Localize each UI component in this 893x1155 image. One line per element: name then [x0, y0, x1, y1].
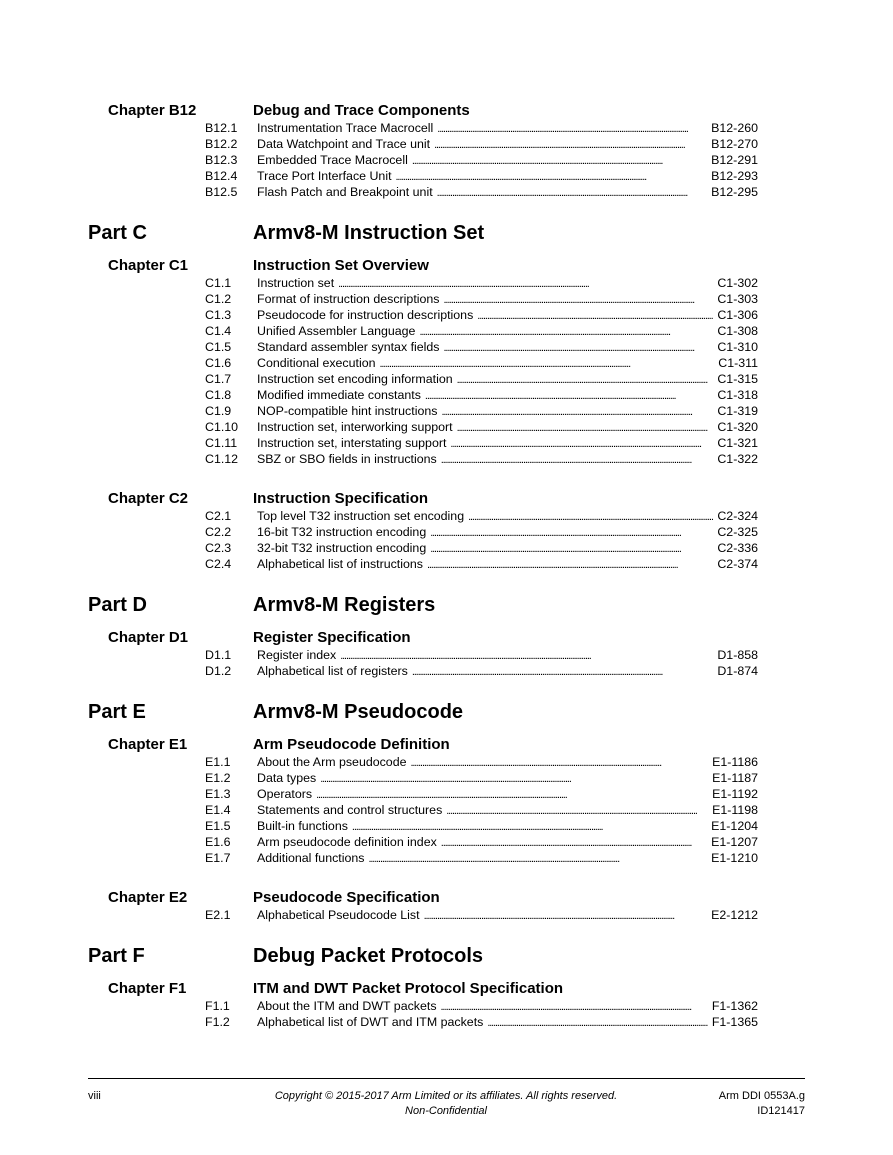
toc-entry[interactable]: [205, 818, 758, 834]
chapter-heading: [108, 979, 788, 999]
entry-number: C1.2: [205, 292, 232, 306]
footer-page-number: viii: [88, 1090, 101, 1102]
entry-title[interactable]: Additional functions: [257, 851, 365, 865]
entry-number: C1.3: [205, 308, 232, 322]
toc-entry[interactable]: [205, 850, 758, 866]
entry-body: [257, 339, 758, 355]
dot-leader: [424, 907, 708, 923]
part-heading: [88, 220, 788, 246]
dot-leader: [338, 275, 713, 291]
entry-title[interactable]: Alphabetical list of registers: [257, 664, 408, 678]
entry-number: F1.2: [205, 1015, 230, 1029]
toc-entry[interactable]: [205, 291, 758, 307]
entry-title[interactable]: Instruction set, interworking support: [257, 420, 453, 434]
footer-copyright: Copyright © 2015-2017 Arm Limited or its affiliates. All rights reserved.: [274, 1090, 618, 1102]
entry-page-ref[interactable]: C1-320: [717, 420, 758, 434]
entry-page-ref[interactable]: D1-858: [717, 648, 758, 662]
toc-entry[interactable]: [205, 663, 758, 679]
entry-page-ref[interactable]: C2-374: [717, 557, 758, 571]
dot-leader: [410, 754, 708, 770]
toc-entry[interactable]: [205, 754, 758, 770]
entry-number: E1.2: [205, 771, 231, 785]
entry-page-ref[interactable]: E1-1207: [711, 835, 758, 849]
entry-title[interactable]: Register index: [257, 648, 337, 662]
toc-entry[interactable]: [205, 540, 758, 556]
entry-title[interactable]: Modified immediate constants: [257, 388, 421, 402]
entry-page-ref[interactable]: B12-260: [711, 121, 758, 135]
entry-body: [257, 307, 758, 323]
part-heading: [88, 592, 788, 618]
footer-doc-number: Arm DDI 0553A.g: [718, 1090, 805, 1102]
toc-entry[interactable]: [205, 802, 758, 818]
dot-leader: [457, 419, 714, 435]
entry-body: [257, 850, 758, 866]
entry-page-ref[interactable]: C2-336: [717, 541, 758, 555]
entry-number: B12.4: [205, 169, 238, 183]
entry-body: [257, 371, 758, 387]
entry-title[interactable]: Instrumentation Trace Macrocell: [257, 121, 434, 135]
part-label: Part C: [88, 222, 147, 244]
entry-body: [257, 524, 758, 540]
entry-number: C1.6: [205, 356, 232, 370]
entry-title[interactable]: Arm pseudocode definition index: [257, 835, 437, 849]
toc-entry[interactable]: [205, 339, 758, 355]
chapter-title[interactable]: Pseudocode Specification: [253, 889, 440, 906]
entry-title[interactable]: Data Watchpoint and Trace unit: [257, 137, 431, 151]
toc-entry[interactable]: [205, 451, 758, 467]
entry-page-ref[interactable]: B12-291: [711, 153, 758, 167]
dot-leader: [441, 834, 707, 850]
chapter-title[interactable]: Register Specification: [253, 629, 411, 646]
entry-body: [257, 403, 758, 419]
toc-entry[interactable]: [205, 556, 758, 572]
chapter-label: Chapter B12: [108, 102, 197, 119]
toc-entry[interactable]: [205, 355, 758, 371]
entry-title[interactable]: Alphabetical list of DWT and ITM packets: [257, 1015, 484, 1029]
toc-entry[interactable]: [205, 168, 758, 184]
part-heading: [88, 943, 788, 969]
entry-body: [257, 355, 758, 371]
chapter-heading: [108, 735, 788, 755]
entry-number: E1.1: [205, 755, 231, 769]
toc-entry[interactable]: [205, 120, 758, 136]
chapter-title[interactable]: Instruction Set Overview: [253, 257, 429, 274]
entry-body: [257, 323, 758, 339]
entry-page-ref[interactable]: E1-1192: [712, 787, 758, 801]
entry-title[interactable]: Instruction set: [257, 276, 335, 290]
dot-leader: [468, 508, 713, 524]
entry-number: E1.6: [205, 835, 231, 849]
entry-page-ref[interactable]: C1-302: [717, 276, 758, 290]
entry-page-ref[interactable]: F1-1365: [711, 1015, 758, 1029]
part-title[interactable]: Armv8-M Instruction Set: [253, 222, 485, 244]
dot-leader: [340, 647, 713, 663]
entry-title[interactable]: About the ITM and DWT packets: [257, 999, 437, 1013]
entry-number: C1.8: [205, 388, 232, 402]
entry-number: C1.10: [205, 420, 239, 434]
chapter-title[interactable]: ITM and DWT Packet Protocol Specification: [253, 980, 564, 997]
entry-number: F1.1: [205, 999, 230, 1013]
entry-title[interactable]: Flash Patch and Breakpoint unit: [257, 185, 433, 199]
entry-page-ref[interactable]: C1-310: [717, 340, 758, 354]
toc-entry[interactable]: [205, 907, 758, 923]
dot-leader: [412, 663, 714, 679]
dot-leader: [430, 540, 713, 556]
dot-leader: [441, 403, 713, 419]
entry-number: C1.4: [205, 324, 232, 338]
entry-title[interactable]: Unified Assembler Language: [257, 324, 416, 338]
toc-entry[interactable]: [205, 403, 758, 419]
dot-leader: [434, 136, 707, 152]
entry-number: C1.12: [205, 452, 239, 466]
entry-number: B12.2: [205, 137, 238, 151]
dot-leader: [446, 802, 708, 818]
entry-title[interactable]: About the Arm pseudocode: [257, 755, 407, 769]
entry-title[interactable]: Instruction set encoding information: [257, 372, 453, 386]
dot-leader: [412, 152, 707, 168]
entry-page-ref[interactable]: C1-311: [718, 356, 758, 370]
entry-page-ref[interactable]: C1-315: [717, 372, 758, 386]
entry-title[interactable]: Standard assembler syntax fields: [257, 340, 440, 354]
dot-leader: [320, 770, 708, 786]
toc-entry[interactable]: [205, 786, 758, 802]
dot-leader: [427, 556, 713, 572]
entry-number: C1.9: [205, 404, 232, 418]
entry-number: C2.2: [205, 525, 232, 539]
part-title[interactable]: Armv8-M Pseudocode: [253, 701, 464, 723]
footer-divider: [88, 1078, 805, 1079]
entry-title[interactable]: Format of instruction descriptions: [257, 292, 440, 306]
entry-body: [257, 802, 758, 818]
chapter-title[interactable]: Debug and Trace Components: [253, 102, 470, 119]
entry-body: [257, 120, 758, 136]
entry-page-ref[interactable]: B12-295: [711, 185, 758, 199]
entry-title[interactable]: NOP-compatible hint instructions: [257, 404, 438, 418]
dot-leader: [441, 451, 714, 467]
chapter-label: Chapter E2: [108, 889, 188, 906]
toc-entry[interactable]: [205, 307, 758, 323]
entry-body: [257, 834, 758, 850]
dot-leader: [430, 524, 713, 540]
entry-number: E1.4: [205, 803, 231, 817]
entry-body: [257, 540, 758, 556]
entry-body: [257, 998, 758, 1014]
dot-leader: [437, 120, 707, 136]
entry-body: [257, 152, 758, 168]
entry-title[interactable]: Embedded Trace Macrocell: [257, 153, 408, 167]
entry-page-ref[interactable]: C1-321: [717, 436, 758, 450]
entry-title[interactable]: 32-bit T32 instruction encoding: [257, 541, 427, 555]
entry-body: [257, 275, 758, 291]
entry-page-ref[interactable]: E1-1198: [712, 803, 758, 817]
entry-title[interactable]: Trace Port Interface Unit: [257, 169, 392, 183]
toc-entry[interactable]: [205, 152, 758, 168]
dot-leader: [419, 323, 713, 339]
entry-title[interactable]: Alphabetical Pseudocode List: [257, 908, 420, 922]
entry-body: [257, 136, 758, 152]
entry-title[interactable]: Built-in functions: [257, 819, 348, 833]
entry-page-ref[interactable]: E2-1212: [711, 908, 758, 922]
toc-entry[interactable]: [205, 435, 758, 451]
chapter-label: Chapter E1: [108, 736, 188, 753]
toc-entry[interactable]: [205, 508, 758, 524]
entry-body: [257, 556, 758, 572]
chapter-label: Chapter C1: [108, 257, 189, 274]
chapter-heading: [108, 101, 788, 121]
chapter-title[interactable]: Instruction Specification: [253, 490, 429, 507]
entry-number: D1.2: [205, 664, 232, 678]
footer-doc-id: ID121417: [757, 1105, 805, 1117]
entry-number: C1.1: [205, 276, 232, 290]
entry-body: [257, 647, 758, 663]
entry-number: C2.3: [205, 541, 232, 555]
entry-number: C1.5: [205, 340, 232, 354]
part-title[interactable]: Debug Packet Protocols: [253, 945, 484, 967]
entry-title[interactable]: SBZ or SBO fields in instructions: [257, 452, 437, 466]
toc-entry[interactable]: [205, 387, 758, 403]
entry-number: E1.3: [205, 787, 231, 801]
dot-leader: [444, 339, 714, 355]
toc-entry[interactable]: [205, 834, 758, 850]
dot-leader: [477, 307, 713, 323]
entry-title[interactable]: Operators: [257, 787, 313, 801]
entry-page-ref[interactable]: C1-319: [717, 404, 758, 418]
part-heading: [88, 699, 788, 725]
toc-entry[interactable]: [205, 1014, 758, 1030]
entry-body: [257, 508, 758, 524]
footer-confidentiality: Non-Confidential: [405, 1105, 487, 1117]
entry-body: [257, 419, 758, 435]
entry-page-ref[interactable]: E1-1187: [712, 771, 758, 785]
entry-page-ref[interactable]: E1-1210: [711, 851, 758, 865]
entry-body: [257, 818, 758, 834]
entry-body: [257, 1014, 758, 1030]
chapter-title[interactable]: Arm Pseudocode Definition: [253, 736, 450, 753]
entry-number: C2.4: [205, 557, 232, 571]
toc-entry[interactable]: [205, 275, 758, 291]
chapter-heading: [108, 628, 788, 648]
entry-page-ref[interactable]: E1-1186: [712, 755, 758, 769]
dot-leader: [457, 371, 714, 387]
entry-title[interactable]: Conditional execution: [257, 356, 376, 370]
toc-entry[interactable]: [205, 647, 758, 663]
entry-page-ref[interactable]: C1-322: [717, 452, 758, 466]
entry-body: [257, 168, 758, 184]
toc-entry[interactable]: [205, 371, 758, 387]
entry-page-ref[interactable]: C1-303: [717, 292, 758, 306]
dot-leader: [379, 355, 714, 371]
dot-leader: [425, 387, 713, 403]
entry-number: E1.5: [205, 819, 231, 833]
entry-number: C2.1: [205, 509, 232, 523]
entry-number: E2.1: [205, 908, 231, 922]
toc-entry[interactable]: [205, 184, 758, 200]
dot-leader: [444, 291, 714, 307]
entry-title[interactable]: Instruction set, interstating support: [257, 436, 447, 450]
entry-body: [257, 786, 758, 802]
entry-body: [257, 387, 758, 403]
dot-leader: [316, 786, 708, 802]
dot-leader: [368, 850, 707, 866]
entry-body: [257, 291, 758, 307]
entry-body: [257, 907, 758, 923]
entry-title[interactable]: Top level T32 instruction set encoding: [257, 509, 465, 523]
entry-body: [257, 435, 758, 451]
dot-leader: [352, 818, 707, 834]
entry-title[interactable]: Alphabetical list of instructions: [257, 557, 423, 571]
toc-entry[interactable]: [205, 419, 758, 435]
entry-title[interactable]: Statements and control structures: [257, 803, 443, 817]
part-title[interactable]: Armv8-M Registers: [253, 594, 436, 616]
entry-page-ref[interactable]: C1-308: [717, 324, 758, 338]
entry-title[interactable]: Pseudocode for instruction descriptions: [257, 308, 474, 322]
entry-page-ref[interactable]: F1-1362: [711, 999, 758, 1013]
entry-page-ref[interactable]: C1-306: [717, 308, 758, 322]
part-label: Part D: [88, 594, 147, 616]
entry-page-ref[interactable]: C2-324: [717, 509, 758, 523]
toc-entry[interactable]: [205, 998, 758, 1014]
entry-body: [257, 451, 758, 467]
chapter-heading: [108, 888, 788, 908]
chapter-label: Chapter F1: [108, 980, 187, 997]
entry-page-ref[interactable]: D1-874: [717, 664, 758, 678]
entry-title[interactable]: 16-bit T32 instruction encoding: [257, 525, 427, 539]
dot-leader: [437, 184, 707, 200]
entry-body: [257, 663, 758, 679]
entry-page-ref[interactable]: E1-1204: [711, 819, 758, 833]
part-label: Part E: [88, 701, 146, 723]
entry-body: [257, 754, 758, 770]
entry-number: D1.1: [205, 648, 232, 662]
entry-number: B12.3: [205, 153, 238, 167]
dot-leader: [441, 998, 708, 1014]
entry-page-ref[interactable]: B12-293: [711, 169, 758, 183]
entry-number: B12.5: [205, 185, 238, 199]
entry-number: E1.7: [205, 851, 231, 865]
chapter-label: Chapter C2: [108, 490, 189, 507]
entry-page-ref[interactable]: C1-318: [717, 388, 758, 402]
entry-title[interactable]: Data types: [257, 771, 317, 785]
dot-leader: [450, 435, 713, 451]
entry-number: C1.7: [205, 372, 232, 386]
entry-body: [257, 184, 758, 200]
toc-entry[interactable]: [205, 136, 758, 152]
chapter-heading: [108, 489, 788, 509]
part-label: Part F: [88, 945, 145, 967]
toc-entry[interactable]: [205, 524, 758, 540]
dot-leader: [487, 1014, 708, 1030]
entry-page-ref[interactable]: B12-270: [711, 137, 758, 151]
toc-entry[interactable]: [205, 323, 758, 339]
chapter-label: Chapter D1: [108, 629, 189, 646]
toc-entry[interactable]: [205, 770, 758, 786]
dot-leader: [396, 168, 708, 184]
chapter-heading: [108, 256, 788, 276]
entry-body: [257, 770, 758, 786]
entry-number: C1.11: [205, 436, 238, 450]
entry-number: B12.1: [205, 121, 238, 135]
entry-page-ref[interactable]: C2-325: [717, 525, 758, 539]
